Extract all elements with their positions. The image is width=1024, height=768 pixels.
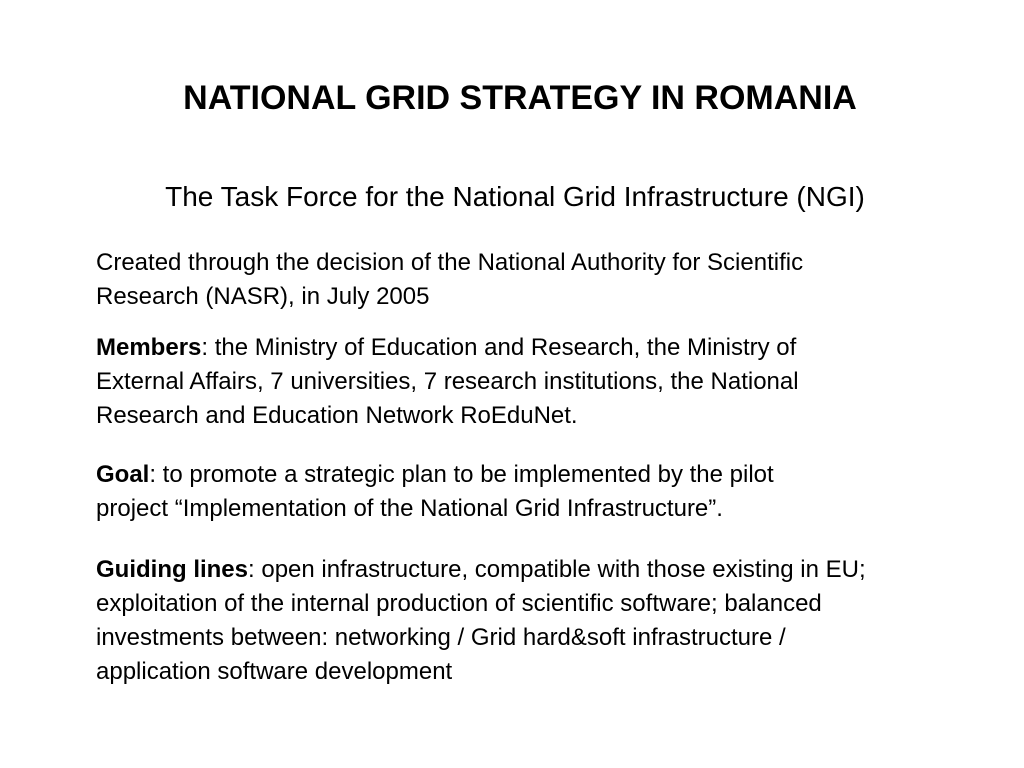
created-line: Created through the decision of the National Authority for Scientific [96, 249, 804, 276]
goal-line: project “Implementation of the National Grid Infrastructure”. [96, 495, 723, 522]
goal-first-line [96, 458, 1016, 492]
guiding-text: : open infrastructure, compatible with those existing in EU; [248, 556, 866, 583]
members-line: External Affairs, 7 universities, 7 research institutions, the National [96, 368, 799, 395]
members-line: Research and Education Network RoEduNet. [96, 402, 578, 429]
guiding-line: investments between: networking / Grid hard&soft infrastructure / [96, 624, 786, 651]
slide-title: NATIONAL GRID STRATEGY IN ROMANIA [183, 79, 857, 117]
slide-subtitle: The Task Force for the National Grid Infrastructure (NGI) [165, 181, 865, 212]
created-paragraph [96, 246, 1016, 314]
guiding-line: exploitation of the internal production of scientific software; balanced [96, 590, 822, 617]
guiding-first-line [96, 553, 1016, 587]
goal-paragraph [96, 458, 1016, 526]
members-first-line [96, 331, 1016, 365]
guiding-line: application software development [96, 658, 453, 685]
goal-text: : to promote a strategic plan to be implemented by the pilot [149, 461, 774, 488]
goal-label: Goal [96, 461, 150, 488]
members-label: Members [96, 334, 202, 361]
guiding-label: Guiding lines [96, 556, 249, 583]
members-text: : the Ministry of Education and Research, the Ministry of [201, 334, 797, 361]
members-paragraph [96, 331, 1016, 433]
created-line: Research (NASR), in July 2005 [96, 283, 430, 310]
guiding-lines-paragraph [96, 553, 1016, 689]
